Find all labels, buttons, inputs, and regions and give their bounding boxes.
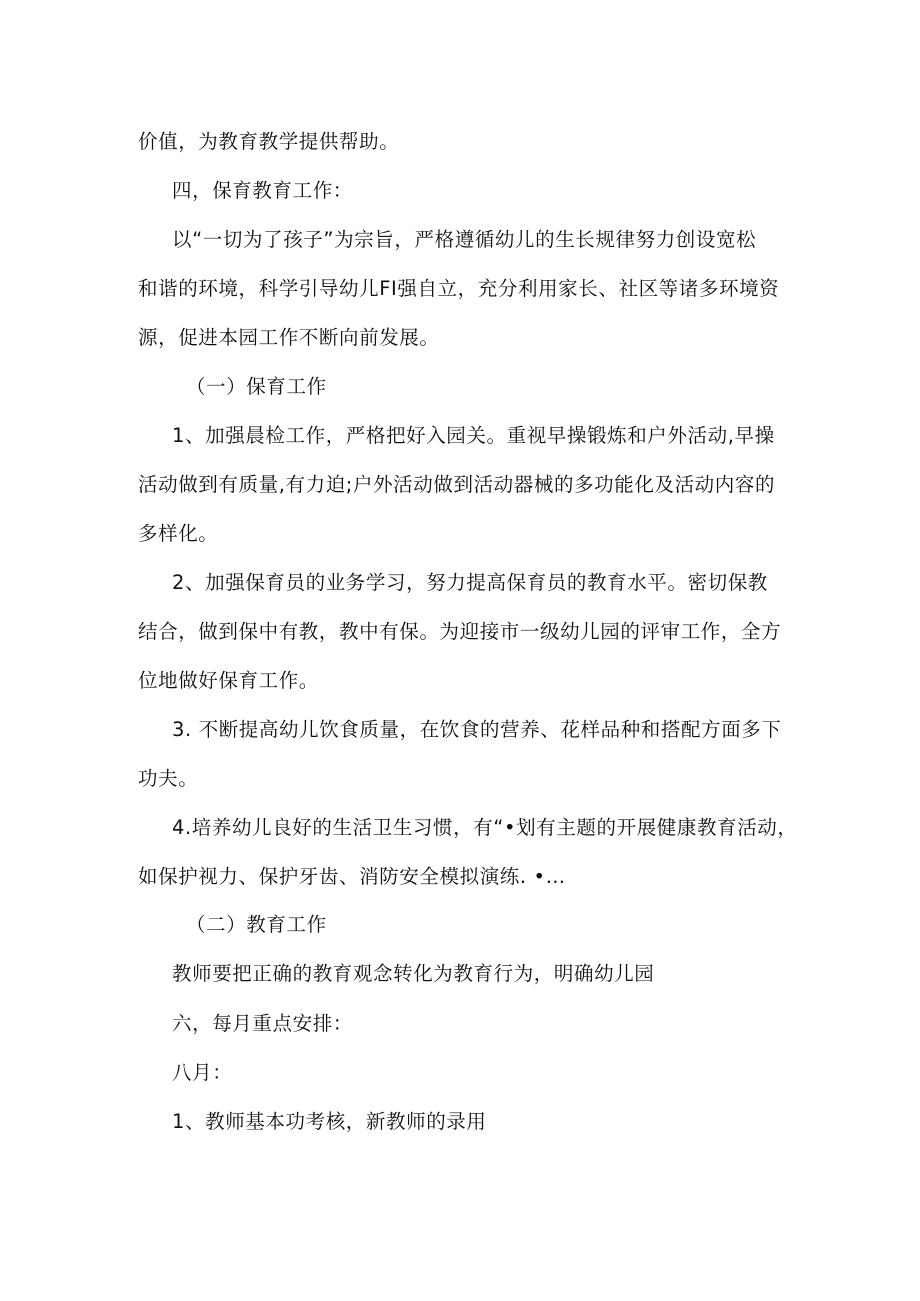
text-line: 功夫。 <box>138 767 199 790</box>
text-line: 源，促进本园工作不断向前发展。 <box>138 326 440 349</box>
text-line: 教师要把正确的教育观念转化为教育行为，明确幼儿园 <box>172 962 655 985</box>
text-line: 1、加强晨检工作，严格把好入园关。重视早操锻炼和户外活动,早操 <box>172 424 775 447</box>
text-line: 活动做到有质量,有力迫;户外活动做到活动器械的多功能化及活动内容的 <box>138 473 776 496</box>
text-line: 4.培养幼儿良好的生活卫生习惯，有“•划有主题的开展健康教育活动， <box>172 816 798 839</box>
text-line: 2、加强保育员的业务学习，努力提高保育员的教育水平。密切保教 <box>172 571 768 594</box>
subsection-heading: （二）教育工作 <box>186 913 327 936</box>
section-heading: 四，保育教育工作： <box>172 179 353 202</box>
subsection-heading: （一）保育工作 <box>186 375 327 398</box>
text-line: 和谐的环境，科学引导幼儿FI强自立，充分利用家长、社区等诸多环境资 <box>138 277 780 300</box>
text-line: 如保护视力、保护牙齿、消防安全模拟演练. •… <box>138 865 566 888</box>
text-line: 位地做好保育工作。 <box>138 669 319 692</box>
text-line: 1、教师基本功考核，新教师的录用 <box>172 1110 487 1133</box>
text-line: 多样化。 <box>138 522 219 545</box>
text-line: 3. 不断提高幼儿饮食质量，在饮食的营养、花样品种和搭配方面多下 <box>172 718 782 741</box>
text-line: 以“一切为了孩子”为宗旨，严格遵循幼儿的生长规律努力创设宽松 <box>172 228 757 251</box>
text-line: 结合，做到保中有教，教中有保。为迎接市一级幼儿园的评审工作，全方 <box>138 620 782 643</box>
month-heading: 八月： <box>172 1061 233 1084</box>
text-line: 价值，为教育教学提供帮助。 <box>138 130 400 153</box>
section-heading: 六，每月重点安排： <box>172 1012 353 1035</box>
